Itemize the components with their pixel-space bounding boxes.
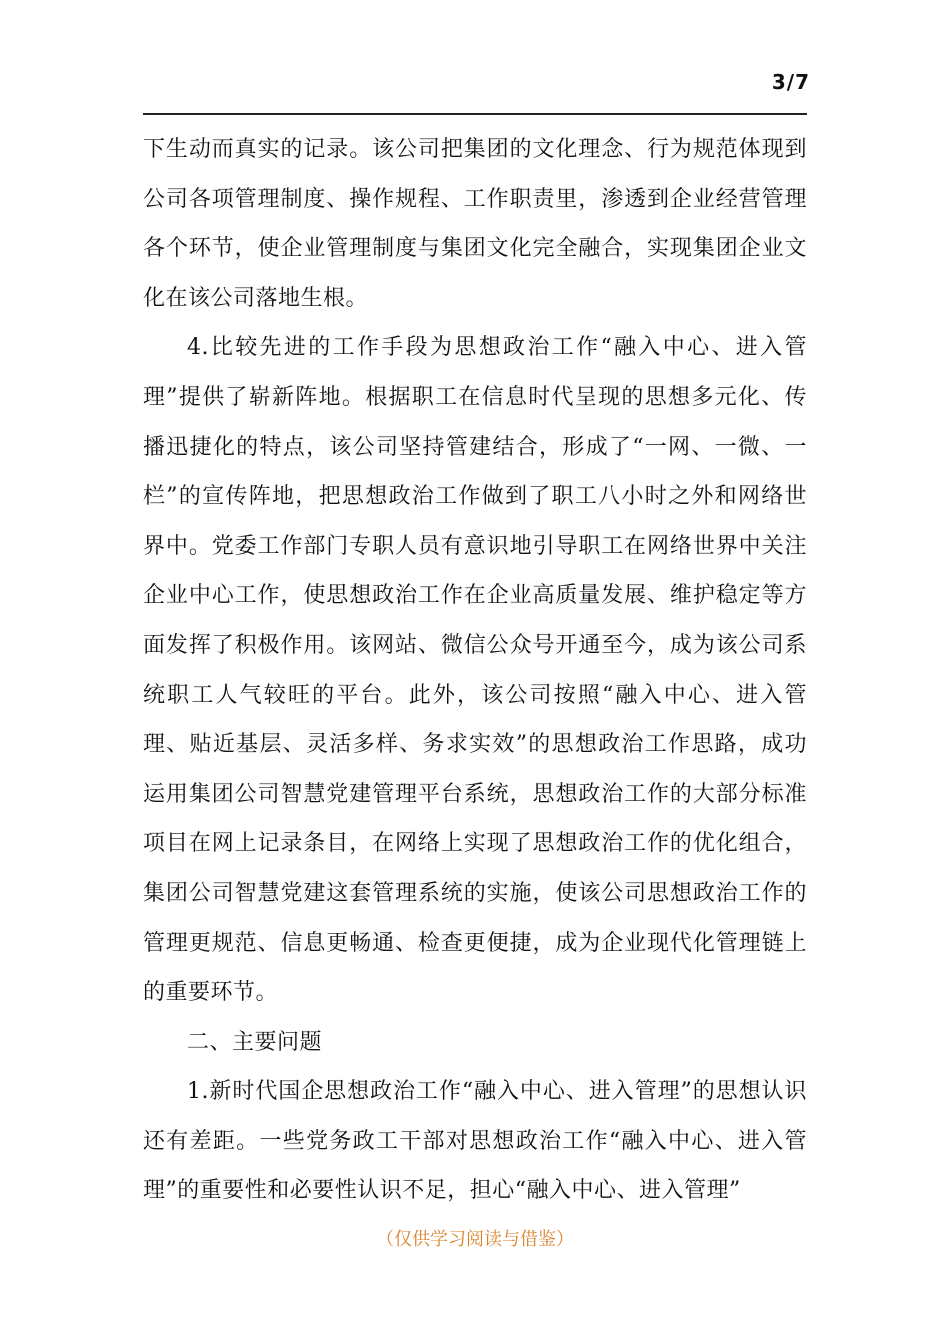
section-heading: 二、主要问题 <box>187 1029 323 1055</box>
paragraph-3: 1.新时代国企思想政治工作“融入中心、进入管理”的思想认识还有差距。一些党务政工干部对思想政治工作“融入中心、进入管理”的重要性和必要性认识不足，担心“融入中心、进入管理” <box>143 1079 807 1204</box>
page-number: 3/7 <box>771 70 810 94</box>
paragraph-1: 下生动而真实的记录。该公司把集团的文化理念、行为规范体现到公司各项管理制度、操作规程、工作职责里，渗透到企业经营管理各个环节，使企业管理制度与集团文化完全融合，实现集团企业文化在该公司落地生根。 <box>143 137 807 311</box>
footer-note: （仅供学习阅读与借鉴） <box>376 1229 574 1250</box>
document-body <box>143 125 807 1216</box>
paragraph-2: 4.比较先进的工作手段为思想政治工作“融入中心、进入管理”提供了崭新阵地。根据职工在信息时代呈现的思想多元化、传播迅捷化的特点，该公司坚持管建结合，形成了“一网、一微、一栏”的宣传阵地，把思想政治工作做到了职工八小时之外和网络世界中。党委工作部门专职人员有意识地引导职工在网络世界中关注企业中心工作，使思想政治工作在企业高质量发展、维护稳定等方面发挥了积极作用。该网站、微信公众号开通至今，成为该公司系统职工人气较旺的平台。此外，该公司按照“融入中心、进入管理、贴近基层、灵活多样、务求实效”的思想政治工作思路，成功运用集团公司智慧党建管理平台系统，思想政治工作的大部分标准项目在网上记录条目，在网络上实现了思想政治工作的优化组合，集团公司智慧党建这套管理系统的实施，使该公司思想政治工作的管理更规范、信息更畅通、检查更便捷，成为企业现代化管理链上的重要环节。 <box>143 335 807 1006</box>
header-divider <box>143 113 807 115</box>
